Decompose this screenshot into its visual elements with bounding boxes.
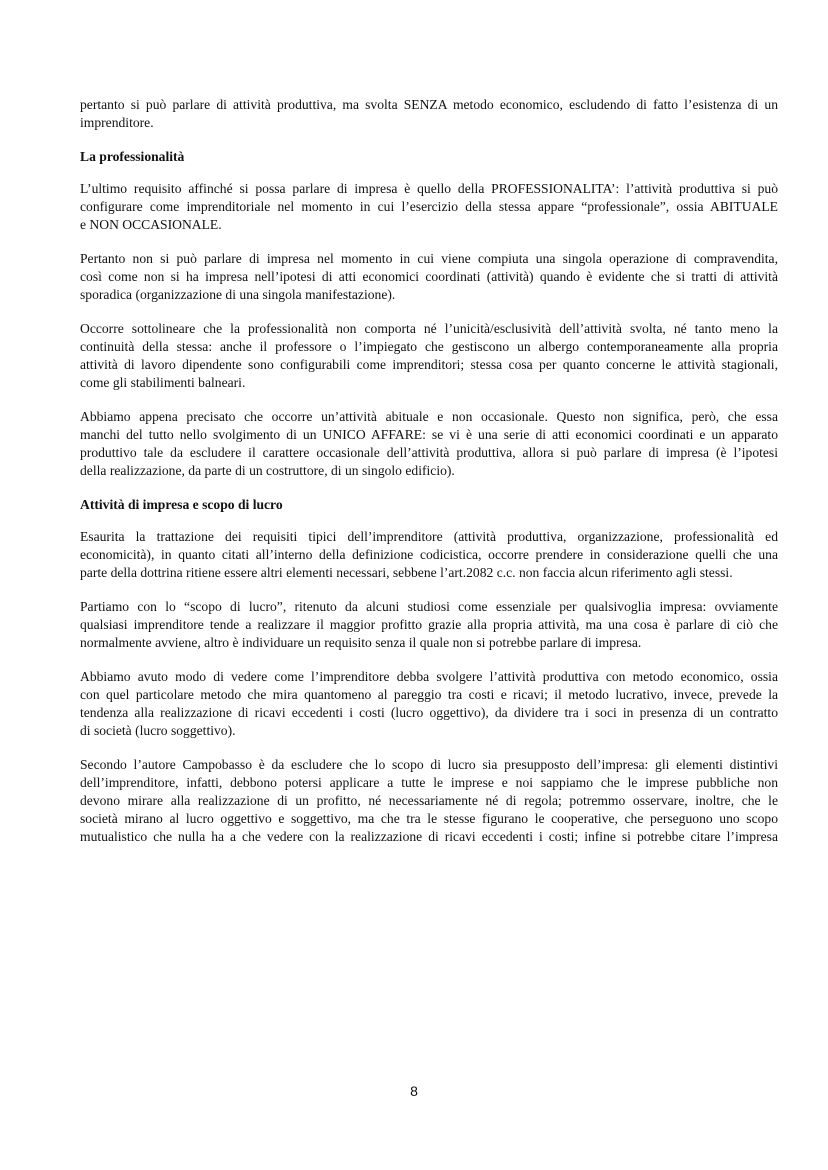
section-heading: [80, 496, 778, 514]
text-line: configurare come imprenditoriale nel momento in cui l’esercizio della stessa appare “professionale”, ossia ABITUALE: [80, 199, 778, 214]
text-line: tendenza alla realizzazione di ricavi eccedenti i costi (lucro oggettivo), da dividere tra i soci in presenza di un contratto: [80, 705, 778, 720]
text-line: Pertanto non si può parlare di impresa nel momento in cui viene compiuta una singola operazione di compravendita,: [80, 251, 778, 266]
document-body: [80, 96, 778, 862]
text-line: così come non si ha impresa nell’ipotesi di atti economici coordinati (attività) quando è evidente che si tratti di attività: [80, 269, 778, 284]
text-line: qualsiasi imprenditore tende a realizzare il maggior profitto grazie alla propria attività, ma una cosa è parlare di ciò che: [80, 617, 778, 632]
text-line: continuità della stessa: anche il professore o l’impiegato che gestiscono un albergo contemporaneamente alla propria: [80, 339, 778, 354]
text-line: normalmente avviene, altro è individuare un requisito senza il quale non si potrebbe parlare di impresa.: [80, 635, 642, 650]
text-line: di società (lucro soggettivo).: [80, 723, 236, 738]
text-line: Abbiamo avuto modo di vedere come l’imprenditore debba svolgere l’attività produttiva con metodo economico, ossia: [80, 669, 778, 684]
paragraph: [80, 408, 778, 480]
text-line: L’ultimo requisito affinché si possa parlare di impresa è quello della PROFESSIONALITA’: l’attività produttiva si può: [80, 181, 778, 196]
text-line: Occorre sottolineare che la professionalità non comporta né l’unicità/esclusività dell’attività svolta, né tanto meno la: [80, 321, 778, 336]
text-line: attività di lavoro dipendente sono configurabili come imprenditori; stessa cosa per quanto concerne le attività stagionali,: [80, 357, 778, 372]
text-line: con quel particolare metodo che mira quantomeno al pareggio tra costi e ricavi; il metodo lucrativo, invece, prevede la: [80, 687, 778, 702]
paragraph: [80, 756, 778, 846]
text-line: come gli stabilimenti balneari.: [80, 375, 246, 390]
text-line: produttivo tale da escludere il carattere occasionale dell’attività produttiva, allora si può parlare di impresa (è l’ipotesi: [80, 445, 778, 460]
text-line: Attività di impresa e scopo di lucro: [80, 497, 283, 512]
text-line: mutualistico che nulla ha a che vedere con la realizzazione di ricavi eccedenti i costi; infine si potrebbe citare l’impresa: [80, 829, 778, 844]
section-heading: [80, 148, 778, 166]
paragraph: [80, 250, 778, 304]
text-line: società mirano al lucro oggettivo e soggettivo, ma che tra le stesse figurano le cooperative, che perseguono uno scopo: [80, 811, 778, 826]
text-line: manchi del tutto nello svolgimento di un UNICO AFFARE: se vi è una serie di atti economici coordinati e un apparato: [80, 427, 778, 442]
text-line: Abbiamo appena precisato che occorre un’attività abituale e non occasionale. Questo non significa, però, che essa: [80, 409, 778, 424]
paragraph: [80, 180, 778, 234]
text-line: sporadica (organizzazione di una singola manifestazione).: [80, 287, 396, 302]
text-line: dell’imprenditore, infatti, debbono potersi applicare a tutte le imprese e noi sappiamo che le imprese pubbliche non: [80, 775, 778, 790]
paragraph: [80, 598, 778, 652]
paragraph: [80, 668, 778, 740]
text-line: parte della dottrina ritiene essere altri elementi necessari, sebbene l’art.2082 c.c. non faccia alcun riferimento agli stessi.: [80, 565, 733, 580]
text-line: della realizzazione, da parte di un costruttore, di un singolo edificio).: [80, 463, 455, 478]
text-line: pertanto si può parlare di attività produttiva, ma svolta SENZA metodo economico, escludendo di fatto l’esistenza di un: [80, 97, 778, 112]
text-line: e NON OCCASIONALE.: [80, 217, 222, 232]
text-line: imprenditore.: [80, 115, 154, 130]
page-number: 8: [410, 1083, 418, 1099]
text-line: Esaurita la trattazione dei requisiti tipici dell’imprenditore (attività produttiva, organizzazione, professionalità ed: [80, 529, 778, 544]
text-line: devono mirare alla realizzazione di un profitto, né necessariamente né di regola; potremmo osservare, inoltre, che le: [80, 793, 778, 808]
text-line: Secondo l’autore Campobasso è da escludere che lo scopo di lucro sia presupposto dell’impresa: gli elementi distintivi: [80, 757, 778, 772]
paragraph: [80, 528, 778, 582]
paragraph: [80, 320, 778, 392]
paragraph: [80, 96, 778, 132]
text-line: Partiamo con lo “scopo di lucro”, ritenuto da alcuni studiosi come essenziale per qualsivoglia impresa: ovviamente: [80, 599, 778, 614]
text-line: La professionalità: [80, 149, 185, 164]
text-line: economicità), in quanto citati all’interno della definizione codicistica, occorre prendere in considerazione quelli che una: [80, 547, 778, 562]
